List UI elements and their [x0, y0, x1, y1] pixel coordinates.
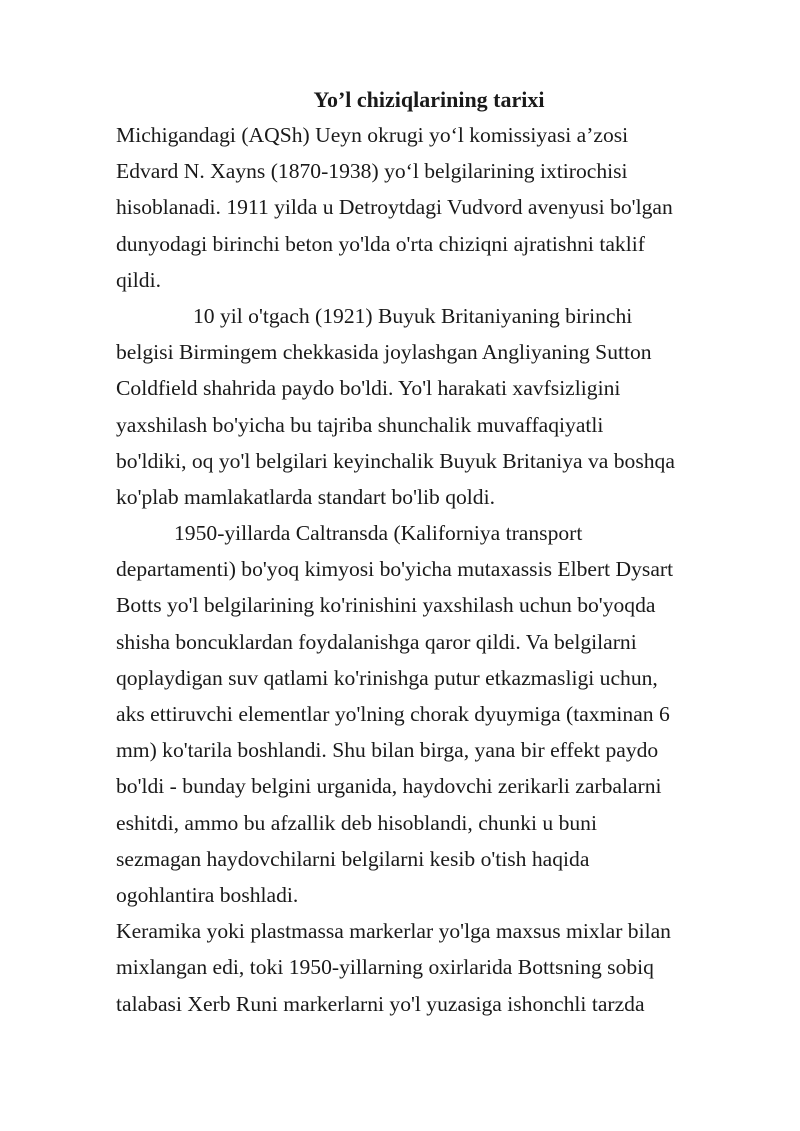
text-line: bo'ldiki, oq yo'l belgilari keyinchalik Buyuk Britaniya va boshqa [116, 448, 675, 473]
text-line: bo'ldi - bunday belgini urganida, haydovchi zerikarli zarbalarni [116, 774, 662, 799]
text-line: sezmagan haydovchilarni belgilarni kesib o'tish haqida [116, 846, 590, 871]
text-line: ogohlantira boshladi. [116, 882, 299, 907]
text-line: talabasi Xerb Runi markerlarni yo'l yuzasiga ishonchli tarzda [116, 991, 645, 1016]
text-line: belgisi Birmingem chekkasida joylashgan Angliyaning Sutton [116, 340, 652, 365]
document-body [116, 117, 756, 1022]
text-line: departamenti) bo'yoq kimyosi bo'yicha mutaxassis Elbert Dysart [116, 557, 674, 582]
text-line: hisoblanadi. 1911 yilda u Detroytdagi Vudvord avenyusi bo'lgan [116, 195, 673, 220]
text-line: Botts yo'l belgilarining ko'rinishini yaxshilash uchun bo'yoqda [116, 593, 656, 618]
text-line: Michigandagi (AQSh) Ueyn okrugi yo‘l komissiyasi a’zosi [116, 123, 629, 147]
text-line: shisha boncuklardan foydalanishga qaror qildi. Va belgilarni [116, 629, 637, 654]
text-line: aks ettiruvchi elementlar yo'lning chorak dyuymiga (taxminan 6 [116, 702, 670, 726]
text-line: dunyodagi birinchi beton yo'lda o'rta chiziqni ajratishni taklif [116, 231, 645, 256]
text-line: Edvard N. Xayns (1870-1938) yo‘l belgilarining ixtirochisi [116, 159, 628, 184]
text-line: qildi. [116, 267, 161, 292]
text-line: mixlangan edi, toki 1950-yillarning oxirlarida Bottsning sobiq [116, 955, 654, 980]
text-line: Coldfield shahrida paydo bo'ldi. Yo'l harakati xavfsizligini [116, 376, 621, 401]
text-line: yaxshilash bo'yicha bu tajriba shunchalik muvaffaqiyatli [116, 412, 604, 437]
text-line: 10 yil o'tgach (1921) Buyuk Britaniyaning birinchi [193, 303, 633, 328]
text-line: Keramika yoki plastmassa markerlar yo'lga maxsus mixlar bilan [116, 919, 671, 944]
text-line: eshitdi, ammo bu afzallik deb hisoblandi, chunki u buni [116, 810, 597, 835]
document-title: Yo’l chiziqlarining tarixi [313, 87, 545, 112]
text-line: 1950-yillarda Caltransda (Kaliforniya transport [174, 521, 583, 546]
text-line: mm) ko'tarila boshlandi. Shu bilan birga, yana bir effekt paydo [116, 738, 659, 763]
text-line: qoplaydigan suv qatlami ko'rinishga putur etkazmasligi uchun, [116, 665, 658, 690]
text-line: ko'plab mamlakatlarda standart bo'lib qoldi. [116, 484, 495, 509]
